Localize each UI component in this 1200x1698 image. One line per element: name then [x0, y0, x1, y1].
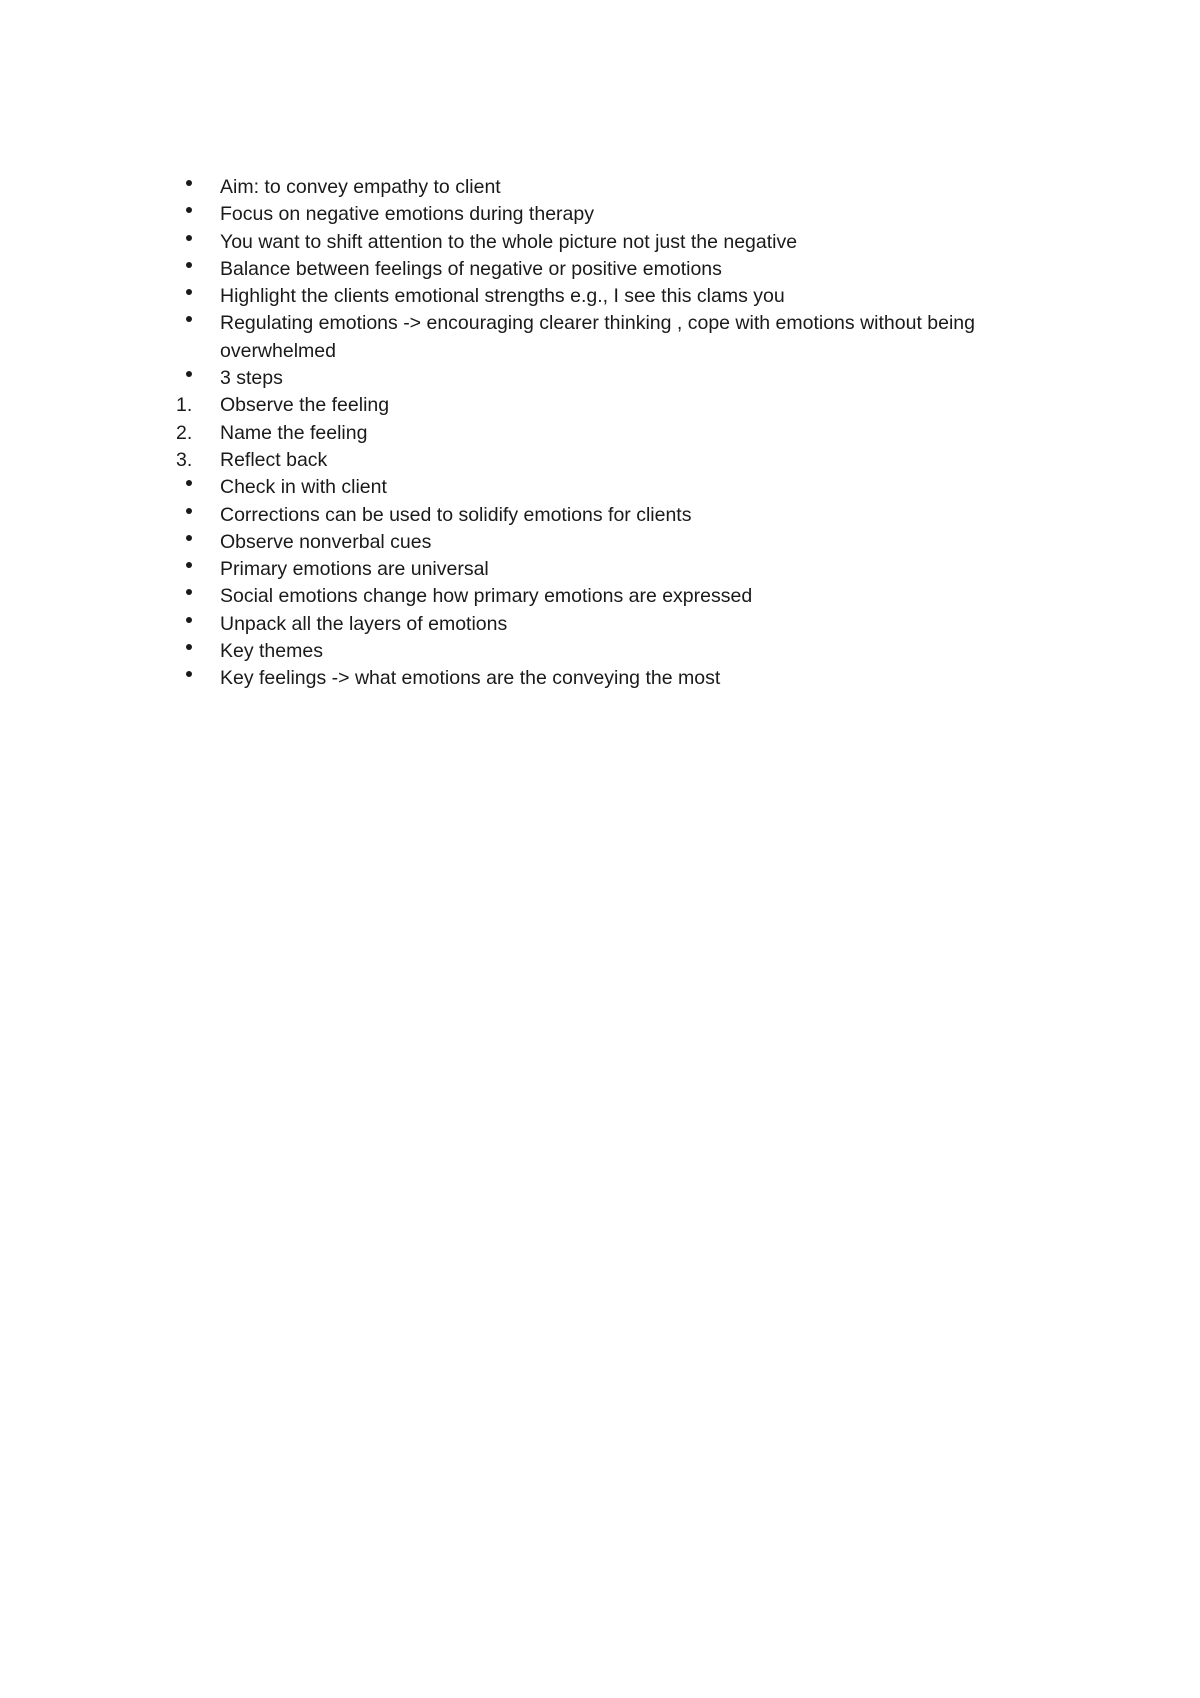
number-marker: 1.: [176, 394, 193, 417]
list-item: [180, 365, 1040, 392]
bullet-marker: [180, 583, 216, 610]
list-item: [180, 310, 1040, 365]
list-item: [180, 583, 1040, 610]
list-item-text: Key themes: [220, 640, 323, 663]
list-item: [180, 611, 1040, 638]
list-item-text: Corrections can be used to solidify emotions for clients: [220, 503, 692, 526]
number-marker: 3.: [176, 448, 193, 471]
list-item: [180, 502, 1040, 529]
list-item-text: Regulating emotions -> encouraging clearer thinking , cope with emotions without being overwhelmed: [220, 312, 975, 362]
bullet-marker: [180, 611, 216, 638]
list-item: [180, 229, 1040, 256]
bullet-marker: [180, 365, 216, 392]
list-item: [180, 638, 1040, 665]
list-item-text: 3 steps: [220, 367, 283, 390]
bullet-marker: [180, 529, 216, 556]
list-item-text: Observe nonverbal cues: [220, 530, 432, 553]
bullet-marker: [180, 502, 216, 529]
bullet-marker: [180, 638, 216, 665]
list-item-text: Key feelings -> what emotions are the conveying the most: [220, 667, 721, 690]
list-item-text: Aim: to convey empathy to client: [220, 176, 501, 198]
bullet-marker: [180, 229, 216, 256]
list-item: [180, 283, 1040, 310]
list-item-text: Focus on negative emotions during therapy: [220, 203, 594, 226]
list-item-text: Check in with client: [220, 476, 387, 499]
bullet-marker: [180, 256, 216, 283]
bullet-marker: [180, 283, 216, 310]
list-item-text: Unpack all the layers of emotions: [220, 612, 508, 635]
numbered-list-item: [176, 420, 1040, 447]
bullet-marker: [180, 556, 216, 583]
numbered-list-item: [176, 447, 1040, 474]
list-item-text: Name the feeling: [220, 421, 368, 444]
list-item-text: Reflect back: [220, 448, 328, 471]
bullet-marker: [180, 474, 216, 501]
numbered-list-item: [176, 392, 1040, 419]
list-item-text: Highlight the clients emotional strengths e.g., I see this clams you: [220, 285, 785, 308]
list-item-text: Primary emotions are universal: [220, 558, 489, 581]
list-item-text: Social emotions change how primary emotions are expressed: [220, 585, 753, 608]
list-item: [180, 529, 1040, 556]
list-item-text: Observe the feeling: [220, 394, 390, 417]
list-item: [180, 665, 1040, 692]
bullet-marker: [180, 665, 216, 692]
bullet-marker: [180, 201, 216, 228]
notes-list: [176, 174, 1040, 693]
list-item: [180, 201, 1040, 228]
list-item: [180, 174, 1040, 201]
number-marker: 2.: [176, 421, 193, 444]
list-item-text: Balance between feelings of negative or positive emotions: [220, 257, 722, 280]
list-item-text: You want to shift attention to the whole picture not just the negative: [220, 230, 798, 253]
bullet-marker: [180, 174, 216, 201]
list-item: [180, 474, 1040, 501]
list-item: [180, 256, 1040, 283]
list-item: [180, 556, 1040, 583]
bullet-marker: [180, 310, 216, 337]
